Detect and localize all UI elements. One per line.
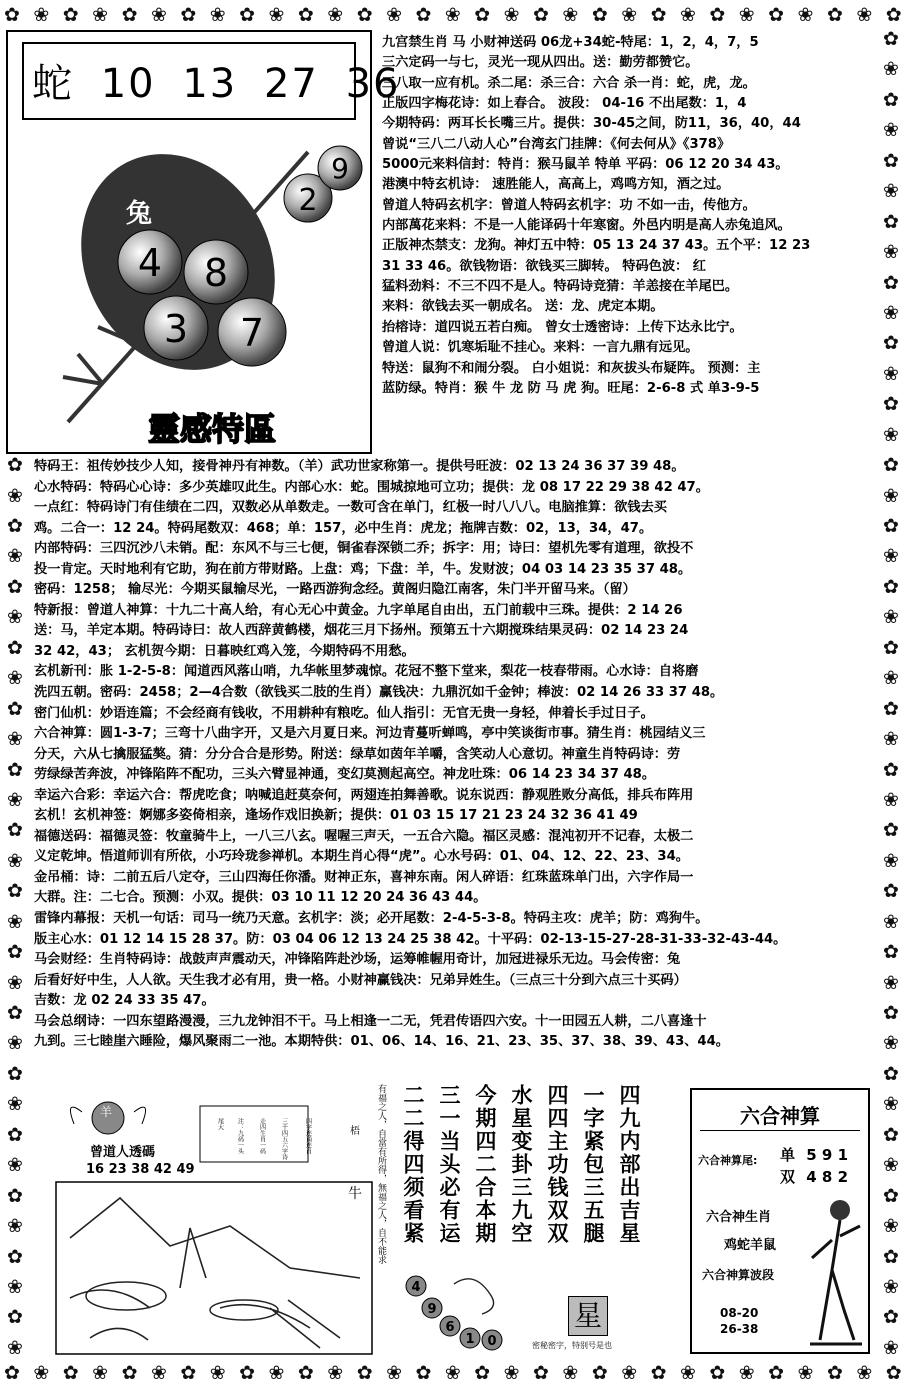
poem-column: 四四主功钱双双 [545,1084,569,1245]
zodiac-number: 13 [182,61,238,107]
tiny-col: 三千四五六字诗 [280,1118,288,1160]
info-line: 31 33 46。欲钱物语：欲钱买三脚转。 特码色波： 红 [382,258,706,274]
border-ornament: ❀ [883,1336,899,1359]
border-ornament: ✿ [709,1361,726,1384]
border-ornament: ✿ [883,636,899,659]
border-ornament: ✿ [297,1361,314,1384]
border-ornament: ✿ [7,1184,23,1207]
wave-range-2: 26-38 [720,1322,759,1336]
info-line: 正版四字梅花诗：如上春合。 波段： 04-16 不出尾数：1，4 [382,96,747,112]
border-ornament: ✿ [883,149,899,172]
border-ornament: ✿ [239,3,256,26]
info-line: 正版神杰禁支：龙狗。神灯五中特：05 13 24 37 43。五个平：12 23 [382,238,811,254]
body-line: 幸运六合彩：幸运六合：帮虎吃食；呐喊追赶莫奈何，两翅连拍舞善歌。说东说西：静观胜败分高低，排兵布阵用 [34,787,694,803]
border-ornament: ✿ [650,3,667,26]
basin-shape [210,1300,278,1320]
body-line: 义定乾坤。悟道师训有所依，小巧玲珑参禅机。本期生肖心得“虎”。心水号码：01、04、12、22、23、34。 [34,849,689,865]
border-ornament: ❀ [7,1336,23,1359]
border-ornament: ❀ [7,910,23,933]
border-ornament: ❀ [883,119,899,142]
body-line: 投一肯定。天时地利有它助，狗在前方带财路。上盘：鸡；下盘：羊，牛。发财波；04 03 14 23 35 37 48。 [34,561,692,577]
border-ornament: ❀ [33,3,50,26]
border-ornament: ❀ [327,3,344,26]
border-ornament: ✿ [4,1361,20,1384]
border-ornament: ✿ [883,1002,899,1024]
border-ornament: ❀ [7,1275,23,1298]
border-ornament: ✿ [415,3,432,26]
poem-side-note: 有福之人，自當有所得，無福之人，自不能求 [376,1084,386,1264]
border-ornament: ✿ [239,1361,256,1384]
ball-4 [118,230,182,294]
svg-text:9: 9 [427,1302,437,1317]
tiny-chart-frame [200,1106,308,1162]
info-line: 曾说“三八二八动人心”台湾玄门挂牌：《何去何从》《378》 [382,136,731,152]
body-line: 马会总纲诗：一四东望路漫漫，三九龙钟泪不干。马上相逢一二无，凭君传语四六安。十一田园五人耕，二八喜逢十 [34,1013,707,1029]
border-ornament: ❀ [883,1032,899,1055]
border-ornament: ✿ [121,1361,138,1384]
info-line: 三八取一应有机。杀二尾：杀三合：六合 杀一肖：蛇，虎，龙。 [382,75,756,91]
border-ornament: ❀ [7,849,23,872]
daoren-numbers: 16 23 38 42 49 [86,1162,195,1177]
daoren-caption: 曾道人透碼 [90,1145,156,1160]
border-ornament: ✿ [883,210,899,233]
body-line: 劳绿绿苦奔波，冲锋陷阵不配功，三头六臂显神通，变幻莫测起高空。神龙吐珠：06 14 23 34 37 48。 [34,767,656,783]
body-line: 送：马，羊定本期。特码诗曰：故人西辞黄鹤楼，烟花三月下扬州。预第五十六期搅珠结果灵码：02 14 23 24 [34,623,689,639]
border-ornament: ✿ [7,819,23,842]
double-value: 4 8 2 [806,1168,849,1186]
single-value: 5 9 1 [806,1146,849,1164]
border-ornament: ❀ [386,1361,402,1384]
border-ornament: ✿ [883,758,899,781]
border-ornament: ✿ [883,1306,899,1329]
border-ornament: ❀ [883,1275,899,1298]
main-text-body [34,457,876,1053]
border-ornament: ❀ [883,910,899,933]
poem-column: 今期四二合本期 [473,1084,497,1245]
border-ornament: ✿ [883,454,899,477]
double-row [780,1166,848,1187]
sheep-label: 羊 [100,1105,113,1119]
border-ornament: ✿ [7,515,23,537]
border-ornament: ❀ [621,3,638,26]
zodiac-number: 27 [263,61,319,107]
right-border [876,30,906,1358]
border-ornament: ✿ [356,1361,373,1384]
border-ornament: ✿ [883,1245,899,1268]
tiny-col: 注：九码一头 [236,1118,244,1154]
poem-column: 四九内部出吉星 [617,1084,641,1245]
border-ornament: ✿ [885,1361,902,1384]
border-ornament: ✿ [768,1361,785,1384]
border-ornament: ❀ [268,3,285,26]
border-ornament: ❀ [883,545,899,568]
banner-text: 靈感特區 [147,410,277,448]
body-line: 后看好好中生，人人欲。天生我才必有用，贵一格。小财神赢钱决：兄弟异姓生。（三点三十分到六点三十买码） [34,972,687,988]
border-ornament: ✿ [415,1361,432,1384]
zodiac-number: 10 [100,61,156,107]
border-ornament: ❀ [883,788,899,811]
border-ornament: ❀ [7,545,23,568]
wu-label: 梧 [350,1126,360,1137]
border-ornament: ✿ [7,575,23,598]
border-ornament: ✿ [121,3,138,26]
body-line: 福德送码：福德灵签：牧童骑牛上，一八三八玄。喔喔三声天，一五合六隐。福区灵感：混沌初开不记春，太极二 [34,828,694,844]
border-ornament: ❀ [883,301,899,324]
border-ornament: ✿ [883,88,899,111]
body-line: 马会财经：生肖特码诗：战鼓声声震动天，冲锋陷阵赴沙场，运筹帷幄用奇计，加冠进禄乐无边。马会传密：兔 [34,952,681,968]
sage-figure [800,1190,870,1350]
ball-3 [144,296,208,360]
border-ornament: ❀ [7,606,23,629]
body-line: 一点红：特码诗门有佳绩在二四，双数必从单数走。一数可含在单门，红极一时八八八。电脑推算：欲钱去买 [34,500,667,516]
border-ornament: ❀ [883,1154,899,1177]
info-line: 蓝防绿。特肖：猴 牛 龙 防 马 虎 狗。旺尾：2-6-8 式 单3-9-5 [382,380,760,396]
svg-text:4: 4 [411,1280,421,1295]
border-ornament: ❀ [7,1215,23,1238]
border-ornament: ❀ [7,1032,23,1055]
border-ornament: ✿ [7,880,23,903]
tiny-col: 尾大 [216,1118,224,1130]
bottom-border [0,1358,906,1388]
zodiac-headline [32,52,401,109]
border-ornament: ✿ [7,454,23,477]
body-line: 特新报：曾道人神算：十九二十高人给，有心无心中黄金。九字单尾自由出，五门前载中三珠。提供：2 14 26 [34,602,683,618]
body-line: 大群。注：二七合。预测：小双。提供：03 10 11 12 20 24 36 43 44。 [34,890,487,906]
border-ornament: ❀ [883,362,899,385]
picture-frame [56,1182,372,1354]
border-ornament: ❀ [7,788,23,811]
svg-text:7: 7 [239,311,265,355]
body-line: 雷锋内幕报：天机一句话：司马一统乃天意。玄机字：淡；必开尾数：2-4-5-3-8。特码主攻：虎羊；防：鸡狗牛。 [34,911,709,927]
border-ornament: ✿ [7,1062,23,1085]
info-line: 今期特码：两耳长长嘴三片。提供：30-45之间，防11，36，40，44 [382,116,801,132]
border-ornament: ✿ [474,1361,491,1384]
pot-shape [86,1282,166,1310]
svg-text:3: 3 [163,307,189,351]
zodiac-number: 36 [345,61,401,107]
egg-illustration [8,122,370,452]
border-ornament: ❀ [797,3,814,26]
border-ornament: ❀ [150,3,167,26]
ball-8 [184,240,248,304]
border-ornament: ❀ [209,3,226,26]
border-ornament: ❀ [562,3,579,26]
border-ornament: ❀ [562,1361,579,1384]
rabbit-label: 兔 [126,199,153,229]
tiny-col: 四字连诵连肖 [304,1118,312,1154]
poem-column: 水星变卦三九空 [509,1084,533,1245]
border-ornament: ✿ [883,1123,899,1146]
info-line: 特送：鼠狗不和闹分裂。 白小姐说：和灰拔头布疑阵。 预测：主 [382,360,761,376]
border-ornament: ✿ [883,941,899,964]
border-ornament: ❀ [679,1361,696,1384]
border-ornament: ❀ [797,1361,814,1384]
border-ornament: ❀ [856,1361,873,1384]
body-line: 玄机！玄机神签：婀娜多姿倚相亲，逢场作戏旧换新；提供：01 03 15 17 21 23 24 32 36 41 49 [34,808,638,824]
border-ornament: ❀ [7,667,23,690]
border-ornament: ✿ [180,3,197,26]
double-label: 双 [780,1168,796,1186]
border-ornament: ✿ [62,1361,79,1384]
ox-label: 牛 [348,1186,362,1202]
info-line: 曾道人特码玄机字：曾道人特码玄机字：功 不如一击，传他方。 [382,197,756,213]
info-line: 5000元来料信封：特肖：猴马鼠羊 特单 平码：06 12 20 34 43。 [382,157,789,173]
body-line: 心水特码：特码心心诗：多少英雄叹此生。内部心水：蛇。围城掠地可立功；提供：龙 08 17 22 29 38 42 47。 [34,479,709,495]
border-ornament: ✿ [883,393,899,416]
border-ornament: ❀ [883,241,899,264]
border-ornament: ✿ [7,697,23,720]
bottom-zone [30,1078,872,1356]
border-ornament: ✿ [883,28,899,50]
border-ornament: ✿ [768,3,785,26]
info-line: 猛料劲料：不三不四不是人。特码诗竞猜：羊恙接在羊尾巴。 [382,279,739,295]
svg-text:9: 9 [331,152,349,185]
border-ornament: ✿ [650,1361,667,1384]
border-ornament: ❀ [883,849,899,872]
border-ornament: ❀ [883,728,899,751]
border-ornament: ✿ [883,880,899,903]
info-line: 九宫禁生肖 马 小财神送码 06龙+34蛇-特尾：1，2，4，7，5 [382,35,759,50]
border-ornament: ✿ [7,1123,23,1146]
vertical-poem [376,1078,682,1356]
mountain-lines [70,1198,360,1348]
poem-column: 三一当头必有运 [437,1084,461,1245]
svg-text:2: 2 [298,183,318,218]
body-line: 特码王：祖传妙技少人知，接骨神丹有神数。（羊）武功世家称第一。提供号旺波：02 13 24 36 37 39 48。 [34,459,685,474]
border-ornament: ✿ [883,1062,899,1085]
info-line: 来料：欲钱去买一朝成名。 送：龙、虎定本期。 [382,299,664,315]
border-ornament: ❀ [503,3,520,26]
info-line: 三六定码一与七，灵光一现从四出。送：勤劳都赞它。 [382,55,699,71]
border-ornament: ❀ [883,423,899,446]
border-ornament: ❀ [883,484,899,507]
border-ornament: ❀ [92,1361,109,1384]
border-ornament: ✿ [7,636,23,659]
body-line: 分天，六从七擒服猛獒。猜：分分合合是形势。附送：绿草如茵年羊嚼，含笑动人心意切。神童生肖特码诗：劳 [34,746,681,762]
star-box: 星 [568,1296,608,1336]
border-ornament: ❀ [7,1093,23,1116]
border-ornament: ✿ [533,3,549,26]
tiny-col: 走四生肖一码 [258,1118,266,1154]
border-ornament: ❀ [738,1361,755,1384]
border-ornament: ❀ [7,484,23,507]
body-line: 密门仙机：妙语连篇；不会经商有钱收，不用耕种有粮吃。仙人指引：无官无贵一身轻，伸着长手过日子。 [34,705,654,721]
svg-text:1: 1 [465,1332,475,1347]
border-ornament: ✿ [883,515,899,537]
title-divider [700,1130,860,1131]
border-ornament: ❀ [444,3,461,26]
wave-range-1: 08-20 [720,1306,759,1320]
lucky-number-panel [6,30,401,454]
border-ornament: ✿ [62,3,79,26]
poem-column: 二二得四须看紧 [401,1084,425,1245]
border-ornament: ❀ [883,606,899,629]
info-line: 港澳中特玄机诗： 速胜能人，高高上，鸡鸣方知，酒之过。 [382,177,730,193]
border-ornament: ✿ [883,575,899,598]
border-ornament: ❀ [150,1361,167,1384]
border-ornament: ✿ [7,1002,23,1024]
border-ornament: ✿ [885,3,902,26]
border-ornament: ❀ [386,3,402,26]
info-line: 曾道人说：饥寒垢耻不挂心。来料：一言九鼎有远见。 [382,340,699,356]
border-ornament: ✿ [7,1306,23,1329]
border-ornament: ❀ [209,1361,226,1384]
body-line: 32 42，43； 玄机贺今期：日暮映红鸡入笼，今期特码不用愁。 [34,643,415,659]
zodiac-char: 蛇 [32,61,74,107]
body-line: 洗四五朝。密码：2458；2—4合数（欲钱买二肢的生肖）赢钱决：九鼎沉如千金钟；棒波：02 14 26 33 37 48。 [34,685,724,701]
border-ornament: ✿ [883,1184,899,1207]
ball-9 [318,146,362,190]
zodiac-number-box [22,42,401,120]
border-ornament: ❀ [883,180,899,203]
ball-7 [218,298,286,366]
body-line: 六合神算：圆1-3-7；三弯十八曲字开，又是六月夏日来。河边青蔓听蝉鸣，亭中笑谈街市事。猜生肖：桃园结义三 [34,726,706,742]
body-line: 内部特码：三四沉沙八未销。配：东风不与三七便，铜雀春深锁二乔；拆字：用；诗曰：望机先零有道理，欲投不 [34,541,694,557]
liuhe-title: 六合神算 [740,1104,820,1128]
border-ornament: ❀ [856,3,873,26]
border-ornament: ✿ [356,3,373,26]
body-line: 吉数：龙 02 24 33 35 47。 [34,993,215,1009]
border-ornament: ❀ [883,971,899,994]
border-ornament: ✿ [883,819,899,842]
zodiac-value: 鸡蛇羊鼠 [724,1238,777,1253]
border-ornament: ❀ [883,667,899,690]
single-label: 单 [780,1146,796,1164]
right-text-column [382,33,878,399]
border-ornament: ❀ [883,1093,899,1116]
border-ornament: ❀ [444,1361,461,1384]
border-ornament: ❀ [738,3,755,26]
border-ornament: ❀ [92,3,109,26]
border-ornament: ✿ [4,3,20,26]
border-ornament: ❀ [621,1361,638,1384]
body-line: 鸡。二合一：12 24。特码尾数双：468；单：157，必中生肖：虎龙；拖牌吉数：02，13，34，47。 [34,520,653,536]
border-ornament: ✿ [591,3,608,26]
border-ornament: ❀ [7,1154,23,1177]
border-ornament: ❀ [7,971,23,994]
border-ornament: ✿ [7,941,23,964]
border-ornament: ❀ [883,58,899,81]
body-line: 九到。三七睦崖六睡险，爆风聚雨二一池。本期特供：01、06、14、16、21、23、35、37、38、39、43、44。 [34,1034,729,1050]
tail-label: 六合神算尾: [698,1154,758,1167]
border-ornament: ✿ [297,3,314,26]
top-border [0,0,906,30]
border-ornament: ❀ [327,1361,344,1384]
zodiac-label: 六合神生肖 [706,1210,772,1225]
border-ornament: ❀ [268,1361,285,1384]
border-ornament: ✿ [709,3,726,26]
border-ornament: ✿ [883,271,899,294]
border-ornament: ❀ [503,1361,520,1384]
border-ornament: ✿ [7,1245,23,1268]
body-line: 金吊桶：诗：二前五后八定夺，三山四海任你潘。财神正东，喜神东南。闲人碎语：红珠蓝珠单门出，六字作局一 [34,869,694,885]
border-ornament: ✿ [180,1361,197,1384]
wave-label: 六合神算波段 [702,1268,775,1282]
border-ornament: ✿ [883,697,899,720]
info-line: 内部萬花来料：不是一人能译码十年寒窗。外邑内明是高人赤兔追风。 [382,218,791,234]
border-ornament: ❀ [679,3,696,26]
liuhe-box [690,1088,870,1354]
border-ornament: ✿ [533,1361,549,1384]
border-ornament: ❀ [7,728,23,751]
border-ornament: ❀ [33,1361,50,1384]
border-ornament: ❀ [883,1215,899,1238]
body-line: 玄机新刊：胀 1-2-5-8：闻道西风落山哨，九华帐里梦魂惊。花冠不整下堂来，梨花一枝春带雨。心水诗：自将磨 [34,664,699,680]
body-line: 密码：1258； 输尽光：今期买鼠输尽光，一路西游狗念经。黄阁归隐江南客，朱门半开留马来。（留） [34,582,636,598]
poem-column: 一字紧包三五腿 [581,1084,605,1245]
svg-text:4: 4 [137,241,163,285]
border-ornament: ✿ [883,332,899,355]
sketch-illustration [30,1078,374,1356]
border-ornament: ✿ [474,3,491,26]
border-ornament: ✿ [826,1361,843,1384]
border-ornament: ✿ [7,758,23,781]
info-line: 抬榕诗：道四说五若白痴。 曾女士透密诗：上传下达永比宁。 [382,319,743,335]
border-ornament: ✿ [591,1361,608,1384]
svg-text:6: 6 [445,1320,455,1335]
svg-text:8: 8 [203,251,229,295]
body-line: 版主心水：01 12 14 15 28 37。防：03 04 06 12 13 24 25 38 42。十平码：02-13-15-27-28-31-33-32-43-44。 [34,931,787,947]
border-ornament: ✿ [826,3,843,26]
svg-text:0: 0 [487,1334,497,1349]
star-note: 密秘密字，特别号是也 [532,1341,612,1350]
single-row [780,1144,848,1165]
